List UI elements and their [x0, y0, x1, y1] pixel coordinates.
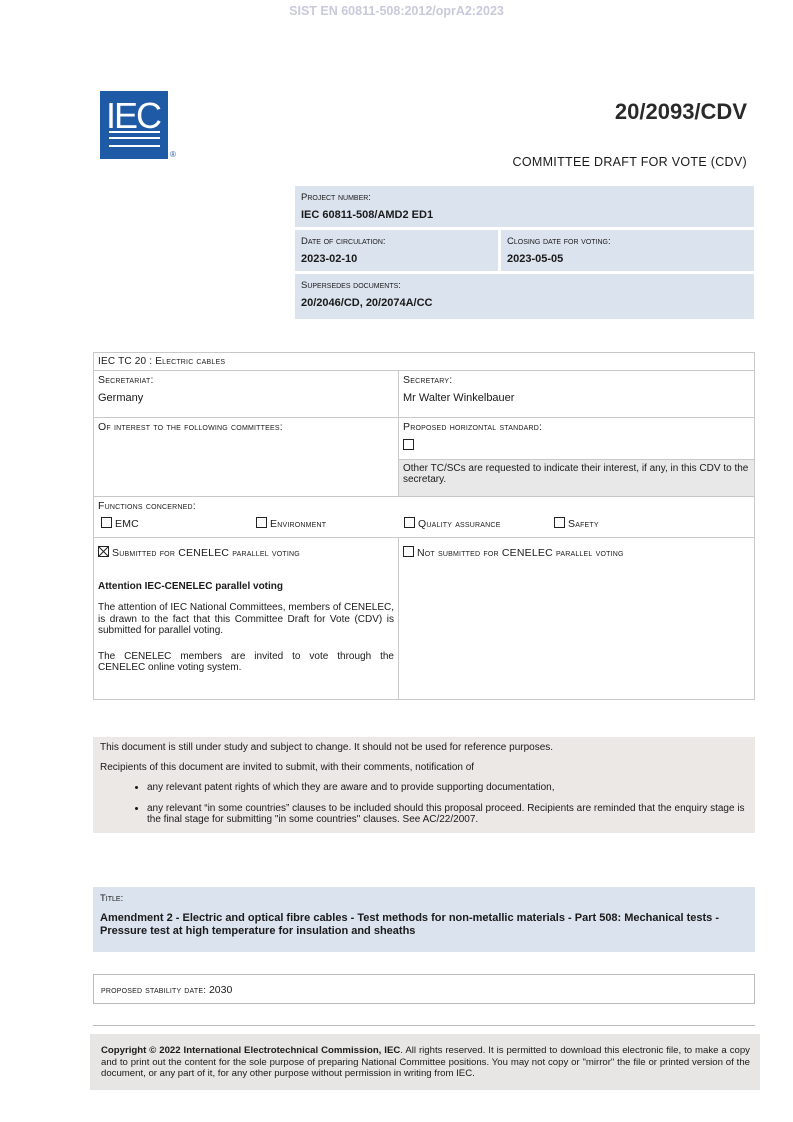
supersedes-docs: 20/2046/CD, 20/2074A/CC — [301, 297, 433, 309]
closing-label: Closing date for voting: — [507, 236, 611, 247]
divider — [93, 1025, 755, 1026]
horizontal-checkbox[interactable] — [403, 439, 414, 450]
secretary-value: Mr Walter Winkelbauer — [403, 392, 515, 404]
supersedes-label: Supersedes documents: — [301, 280, 401, 291]
checkbox-icon — [554, 517, 565, 528]
not-submitted-label: Not submitted for CENELEC parallel voting — [417, 547, 624, 559]
list-item: • any relevant “in some countries” clauses to be included should this proposal proceed. Recipients are reminded that the enquiry stage is the final stage for submitting "in some countries" clauses. See AC/22/2007. — [147, 803, 748, 826]
horizontal-cell — [399, 418, 755, 460]
title-label: Title: — [100, 893, 124, 904]
project-info — [295, 186, 754, 319]
checkbox-icon — [256, 517, 267, 528]
project-number-cell — [295, 186, 754, 227]
horizontal-label: Proposed horizontal standard: — [403, 421, 543, 433]
logo-text: IEC — [106, 95, 161, 136]
attention-paragraph-1: The attention of IEC National Committees, members of CENELEC, is drawn to the fact that this Committee Draft for Vote (CDV) is submitted for parallel voting. — [98, 602, 394, 636]
checkbox-icon — [101, 517, 112, 528]
notice-paragraph-1: This document is still under study and subject to change. It should not be used for reference purposes. — [100, 742, 554, 753]
project-number-label: Project number: — [301, 192, 371, 203]
circulation-label: Date of circulation: — [301, 236, 386, 247]
project-number: IEC 60811-508/AMD2 ED1 — [301, 209, 434, 221]
secretary-cell — [399, 371, 755, 418]
copyright-bold: Copyright © 2022 International Electrotechnical Commission, IEC — [101, 1045, 401, 1056]
tc-name: IEC TC 20 : Electric cables — [94, 353, 755, 371]
watermark: SIST EN 60811-508:2012/oprA2:2023 — [289, 4, 504, 18]
stability-value: 2030 — [208, 984, 233, 996]
document-title: Amendment 2 - Electric and optical fibre cables - Test methods for non-metallic materials - Part 508: Mechanical tests - Pressure test at high temperature for insulation and sheaths — [100, 912, 720, 938]
notice-paragraph-2: Recipients of this document are invited to submit, with their comments, notification of — [100, 762, 475, 773]
attention-title: Attention IEC-CENELEC parallel voting — [98, 581, 284, 592]
interest-cell — [94, 418, 399, 497]
function-emc[interactable]: EMC — [101, 517, 139, 530]
horizontal-note: Other TC/SCs are requested to indicate their interest, if any, in this CDV to the secretary. — [399, 460, 755, 497]
function-safety[interactable]: Safety — [554, 517, 599, 530]
copyright-box — [90, 1034, 760, 1090]
secretariat-label: Secretariat: — [98, 374, 154, 386]
checked-checkbox-icon[interactable] — [98, 546, 109, 557]
copyright-text: . All rights reserved. It is permitted to download this electronic file, to make a copy and to print out the content for the sole purpose of preparing National Committee positions. You may not copy or "mirror" the file or printed version of the document, or any part of it, for any other purpose without permission in writing from IEC. — [101, 1045, 750, 1079]
submitted-cell — [94, 538, 399, 700]
function-quality-assurance[interactable]: Quality assurance — [404, 517, 501, 530]
document-number: 20/2093/CDV — [614, 99, 747, 124]
registered-mark: ® — [170, 150, 176, 159]
interest-label: Of interest to the following committees: — [98, 421, 283, 433]
iec-logo — [100, 91, 168, 159]
secretariat-value: Germany — [98, 392, 144, 404]
checkbox-icon — [404, 517, 415, 528]
function-environment[interactable]: Environment — [256, 517, 326, 530]
stability-label: proposed stability date: — [101, 985, 207, 996]
checkbox-icon[interactable] — [403, 546, 414, 557]
closing-date: 2023-05-05 — [507, 253, 564, 265]
secretary-label: Secretary: — [403, 374, 453, 386]
not-submitted-cell — [399, 538, 755, 700]
document-type: COMMITTEE DRAFT FOR VOTE (CDV) — [512, 155, 747, 169]
attention-paragraph-2: The CENELEC members are invited to vote through the CENELEC online voting system. — [98, 650, 394, 673]
supersedes-cell — [295, 274, 754, 319]
submitted-label: Submitted for CENELEC parallel voting — [112, 547, 300, 559]
functions-cell — [94, 497, 755, 538]
logo-lines-icon — [109, 131, 160, 147]
circulation-cell — [295, 230, 498, 271]
list-item: • any relevant patent rights of which they are aware and to provide supporting documentation, — [147, 782, 748, 794]
stability-box — [93, 974, 755, 1004]
circulation-date: 2023-02-10 — [301, 253, 358, 265]
notice-box — [93, 737, 755, 833]
dates-row — [295, 230, 754, 271]
notice-list — [100, 782, 748, 826]
functions-label: Functions concerned: — [98, 500, 196, 512]
title-box — [93, 887, 755, 952]
committee-table — [93, 352, 755, 700]
closing-cell — [501, 230, 754, 271]
secretariat-cell — [94, 371, 399, 418]
